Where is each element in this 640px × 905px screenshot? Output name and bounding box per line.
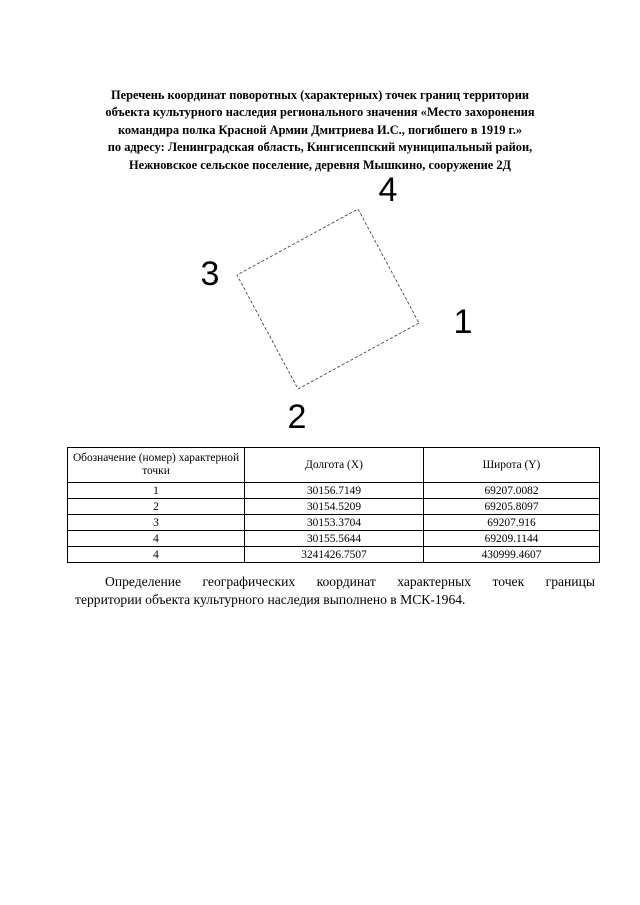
cell-point: 2 <box>68 499 245 515</box>
cell-y: 69205.8097 <box>424 499 600 515</box>
cell-point: 3 <box>68 515 245 531</box>
cell-point: 4 <box>68 531 245 547</box>
cell-point: 1 <box>68 483 245 499</box>
table-row <box>68 515 600 531</box>
title-line-3: командира полка Красной Армии Дмитриева И.С., погибшего в 1919 г.» <box>117 122 523 137</box>
title-line-2: объекта культурного наследия регионального значения «Место захоронения <box>105 105 535 120</box>
cell-y: 69207.0082 <box>424 483 600 499</box>
note-line-1: Определение географических координат характерных точек границы <box>105 574 595 589</box>
cell-y: 69209.1144 <box>424 531 600 547</box>
coordinates-table <box>67 447 600 563</box>
table-row <box>68 547 600 563</box>
note-line-2: территории объекта культурного наследия выполнено в МСК-1964. <box>75 592 466 607</box>
cell-y: 430999.4607 <box>424 547 600 563</box>
point-label-4: 4 <box>378 171 398 209</box>
boundary-diagram <box>0 0 640 440</box>
header-longitude: Долгота (X) <box>245 448 424 483</box>
table-row <box>68 499 600 515</box>
title-line-4: по адресу: Ленинградская область, Кингисеппский муниципальный район, <box>107 140 533 155</box>
point-label-2: 2 <box>287 398 307 436</box>
header-point-number: Обозначение (номер) характерной точки <box>68 448 245 483</box>
cell-x: 30154.5209 <box>245 499 424 515</box>
title-line-1: Перечень координат поворотных (характерных) точек границ территории <box>111 88 529 102</box>
table-row <box>68 531 600 547</box>
cell-x: 30153.3704 <box>245 515 424 531</box>
cell-y: 69207.916 <box>424 515 600 531</box>
point-label-1: 1 <box>453 303 473 341</box>
cell-x: 30155.5644 <box>245 531 424 547</box>
coordinate-system-note <box>75 573 595 609</box>
point-label-3: 3 <box>200 255 220 293</box>
cell-x: 3241426.7507 <box>245 547 424 563</box>
header-latitude: Широта (Y) <box>424 448 600 483</box>
cell-point: 4 <box>68 547 245 563</box>
title-line-5: Нежновское сельское поселение, деревня Мышкино, сооружение 2Д <box>128 157 512 172</box>
cell-x: 30156.7149 <box>245 483 424 499</box>
table-row <box>68 483 600 499</box>
boundary-polygon <box>237 209 419 389</box>
table-header-row <box>68 448 600 483</box>
